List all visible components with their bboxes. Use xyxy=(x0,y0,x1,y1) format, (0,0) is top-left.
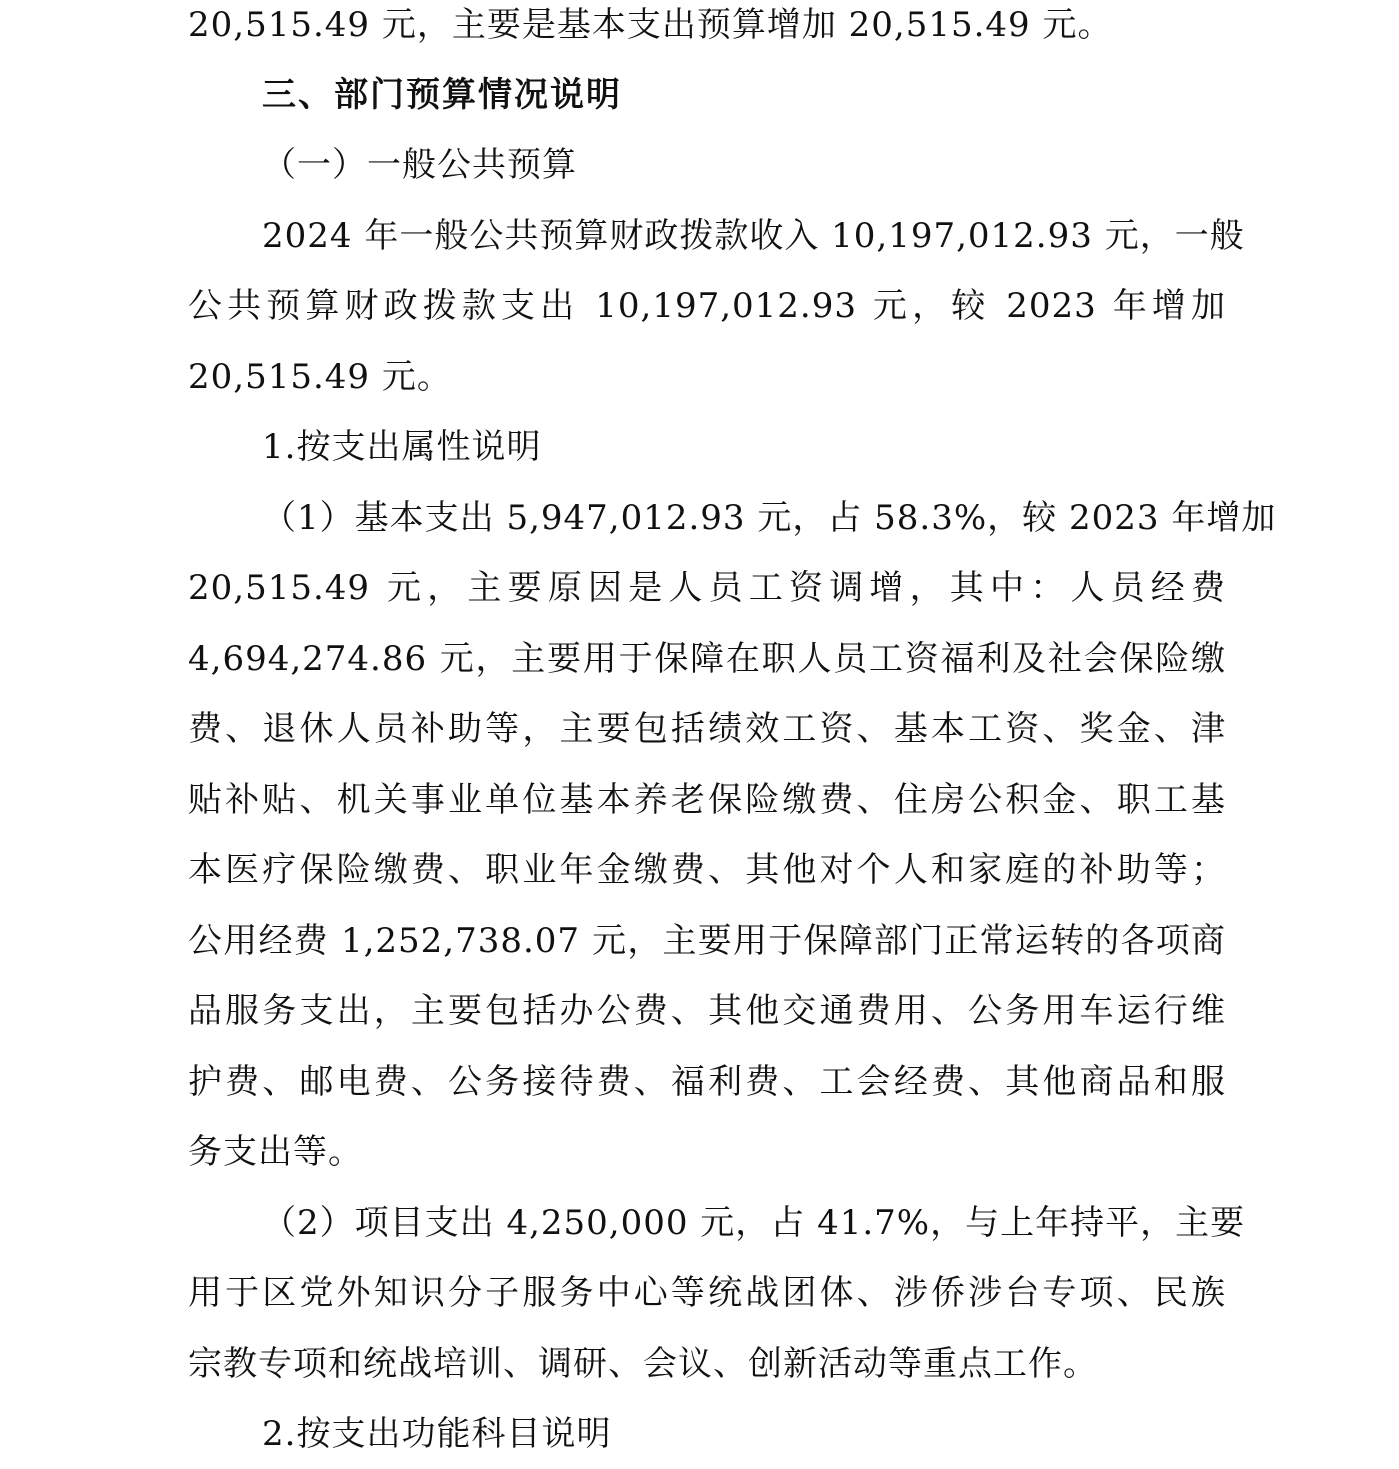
paragraph-line: （1）基本支出 5,947,012.93 元，占 58.3%，较 2023 年增加 xyxy=(262,498,1277,538)
paragraph-line: 务支出等。 xyxy=(188,1132,363,1172)
item-heading: 1.按支出属性说明 xyxy=(262,427,542,467)
section-heading: 三、部门预算情况说明 xyxy=(262,75,622,115)
subsection-heading: （一）一般公共预算 xyxy=(262,145,577,185)
paragraph-line: 本医疗保险缴费、职业年金缴费、其他对个人和家庭的补助等； xyxy=(188,850,1226,890)
paragraph-line: 费、退休人员补助等，主要包括绩效工资、基本工资、奖金、津 xyxy=(188,709,1226,749)
paragraph-line: 用于区党外知识分子服务中心等统战团体、涉侨涉台专项、民族 xyxy=(188,1273,1226,1313)
paragraph-line: 公共预算财政拨款支出 10,197,012.93 元，较 2023 年增加 xyxy=(188,286,1226,326)
paragraph-line: 宗教专项和统战培训、调研、会议、创新活动等重点工作。 xyxy=(188,1344,1098,1384)
paragraph-line: 2024 年一般公共预算财政拨款收入 10,197,012.93 元，一般 xyxy=(262,216,1245,256)
paragraph-line: 品服务支出，主要包括办公费、其他交通费用、公务用车运行维 xyxy=(188,991,1226,1031)
paragraph-line: 20,515.49 元，主要原因是人员工资调增，其中：人员经费 xyxy=(188,568,1226,608)
paragraph-line: （2）项目支出 4,250,000 元，占 41.7%，与上年持平，主要 xyxy=(262,1203,1246,1243)
text-line: 20,515.49 元，主要是基本支出预算增加 20,515.49 元。 xyxy=(188,5,1113,45)
item-heading: 2.按支出功能科目说明 xyxy=(262,1414,612,1454)
paragraph-line: 4,694,274.86 元，主要用于保障在职人员工资福利及社会保险缴 xyxy=(188,639,1226,679)
paragraph-line: 护费、邮电费、公务接待费、福利费、工会经费、其他商品和服 xyxy=(188,1062,1226,1102)
paragraph-line: 20,515.49 元。 xyxy=(188,357,452,397)
paragraph-line: 贴补贴、机关事业单位基本养老保险缴费、住房公积金、职工基 xyxy=(188,780,1226,820)
paragraph-line: 公用经费 1,252,738.07 元，主要用于保障部门正常运转的各项商 xyxy=(188,921,1226,961)
